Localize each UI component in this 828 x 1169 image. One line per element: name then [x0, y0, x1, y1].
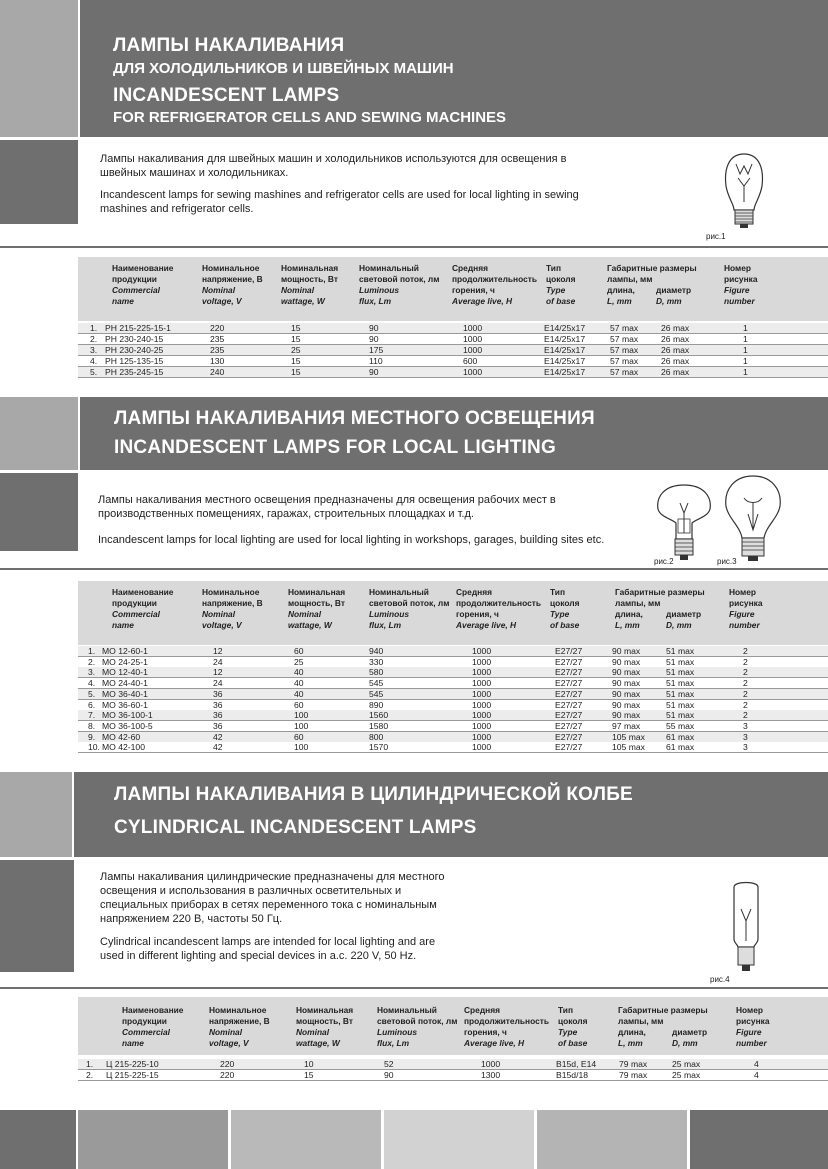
footer-stripe: [78, 1110, 228, 1169]
section1-desc-ru: Лампы накаливания для швейных машин и холодильников используются для освещения в швейных машинах и холодильниках.: [100, 153, 567, 179]
cell-length: 105 max: [612, 742, 645, 753]
cell-flux: 890: [369, 699, 384, 710]
cell-base: E27/27: [555, 688, 583, 699]
cell-wattage: 10: [304, 1059, 314, 1069]
cell-row-number: 1.: [90, 323, 98, 333]
table1-header: [78, 257, 828, 321]
cell-figure: 4: [754, 1070, 759, 1080]
cell-wattage: 15: [304, 1070, 314, 1080]
cell-length: 57 max: [610, 367, 639, 377]
cell-base: E27/27: [555, 731, 583, 742]
cell-life: 1000: [463, 334, 483, 344]
side-block-dark: [0, 140, 78, 224]
th-life: Средняя продолжительность горения, ч Average live, H: [456, 587, 542, 630]
cell-life: 1000: [472, 688, 492, 699]
cell-diameter: 25 max: [672, 1070, 701, 1080]
cell-row-number: 6.: [88, 699, 96, 710]
cell-base: E14/25x17: [544, 367, 586, 377]
table3-header: [78, 997, 828, 1055]
cell-length: 90 max: [612, 688, 641, 699]
cell-diameter: 51 max: [666, 656, 695, 667]
th-figure: Номер рисунка Figure number: [729, 587, 763, 630]
th-base: Тип цоколя Type of base: [546, 263, 576, 306]
cell-figure: 4: [754, 1059, 759, 1069]
cell-base: E14/25x17: [544, 323, 586, 333]
cell-product-name: МО 42-100: [102, 742, 145, 753]
cell-row-number: 7.: [88, 710, 96, 721]
cell-flux: 545: [369, 678, 384, 689]
cell-length: 90 max: [612, 710, 641, 721]
section1-desc-en: Incandescent lamps for sewing mashines and refrigerator cells are used for local lighting in sewing mashines and refrigerator cells.: [100, 189, 579, 215]
th-diameter: диаметр D, mm: [672, 1027, 708, 1048]
cell-base: E27/27: [555, 678, 583, 689]
cell-flux: 175: [369, 345, 384, 355]
cell-voltage: 36: [213, 710, 223, 721]
footer-stripe: [384, 1110, 534, 1169]
cell-voltage: 220: [210, 323, 225, 333]
side-block-dark: [0, 860, 74, 972]
cell-voltage: 24: [213, 678, 223, 689]
cell-wattage: 60: [294, 699, 304, 710]
cell-diameter: 51 max: [666, 678, 695, 689]
lamp-pear-small-icon: [716, 152, 772, 234]
table-row: [78, 710, 828, 721]
cell-flux: 90: [369, 367, 379, 377]
th-flux: Номинальный световой поток, лм Luminous flux, Lm: [359, 263, 440, 306]
cell-flux: 1560: [369, 710, 389, 721]
cell-diameter: 26 max: [661, 345, 690, 355]
cell-life: 1000: [463, 345, 483, 355]
footer-stripe: [0, 1110, 76, 1169]
cell-diameter: 51 max: [666, 710, 695, 721]
cell-life: 1000: [481, 1059, 501, 1069]
cell-life: 1000: [472, 678, 492, 689]
cell-voltage: 12: [213, 646, 223, 656]
cell-flux: 545: [369, 688, 384, 699]
cell-voltage: 130: [210, 356, 225, 366]
figure-caption-3: рис.3: [717, 557, 737, 566]
side-block-light: [0, 397, 78, 470]
cell-figure: 1: [743, 367, 748, 377]
cell-row-number: 4.: [90, 356, 98, 366]
cell-diameter: 55 max: [666, 720, 695, 731]
section2-title-en: INCANDESCENT LAMPS FOR LOCAL LIGHTING: [114, 437, 556, 458]
cell-voltage: 36: [213, 699, 223, 710]
footer-stripe: [537, 1110, 687, 1169]
cell-product-name: Ц 215-225-15: [106, 1070, 159, 1080]
section3-description: [100, 870, 445, 963]
cell-row-number: 2.: [88, 656, 96, 667]
cell-voltage: 42: [213, 742, 223, 753]
cell-diameter: 26 max: [661, 334, 690, 344]
divider: [0, 246, 828, 248]
cell-diameter: 25 max: [672, 1059, 701, 1069]
cell-figure: 2: [743, 710, 748, 721]
cell-length: 90 max: [612, 656, 641, 667]
cell-length: 90 max: [612, 678, 641, 689]
cell-diameter: 51 max: [666, 699, 695, 710]
cell-life: 1000: [472, 731, 492, 742]
th-voltage: Номинальное напряжение, В Nominal voltage, V: [209, 1005, 270, 1048]
cell-figure: 3: [743, 731, 748, 742]
cell-diameter: 51 max: [666, 667, 695, 678]
cell-figure: 2: [743, 646, 748, 656]
cell-voltage: 240: [210, 367, 225, 377]
cell-figure: 3: [743, 720, 748, 731]
cell-base: E14/25x17: [544, 334, 586, 344]
th-base: Тип цоколя Type of base: [550, 587, 580, 630]
cell-flux: 1570: [369, 742, 389, 753]
section3-desc-ru: Лампы накаливания цилиндрические предназначены для местного освещения и использования в различных осветительных и специальных приборах в сетях переменного тока с номинальным напряжением 220 В, частоты 50 Гц.: [100, 871, 445, 925]
section2-description: [98, 493, 618, 547]
cell-base: E14/25x17: [544, 345, 586, 355]
cell-flux: 90: [369, 334, 379, 344]
cell-diameter: 61 max: [666, 731, 695, 742]
cell-wattage: 40: [294, 688, 304, 699]
cell-voltage: 36: [213, 688, 223, 699]
cell-length: 79 max: [619, 1059, 648, 1069]
figure-caption-2: рис.2: [654, 557, 674, 566]
side-block-light: [0, 0, 78, 137]
cell-flux: 52: [384, 1059, 394, 1069]
lamp-cylindrical-icon: [728, 879, 764, 975]
cell-row-number: 4.: [88, 678, 96, 689]
cell-flux: 800: [369, 731, 384, 742]
cell-wattage: 40: [294, 678, 304, 689]
cell-flux: 1580: [369, 720, 389, 731]
cell-base: E27/27: [555, 742, 583, 753]
cell-life: 1000: [472, 667, 492, 678]
cell-length: 90 max: [612, 646, 641, 656]
cell-figure: 2: [743, 699, 748, 710]
section1-title-en: INCANDESCENT LAMPS: [113, 85, 340, 106]
th-power: Номинальная мощность, Вт Nominal wattage, W: [288, 587, 346, 630]
cell-row-number: 3.: [88, 667, 96, 678]
cell-base: E14/25x17: [544, 356, 586, 366]
cell-base: E27/27: [555, 667, 583, 678]
cell-product-name: РН 230-240-25: [105, 345, 164, 355]
cell-life: 1000: [472, 742, 492, 753]
table-row: [78, 678, 828, 689]
cell-figure: 2: [743, 667, 748, 678]
th-life: Средняя продолжительность горения, ч Average live, H: [452, 263, 538, 306]
cell-length: 57 max: [610, 334, 639, 344]
cell-life: 1000: [472, 656, 492, 667]
cell-figure: 1: [743, 334, 748, 344]
cell-diameter: 51 max: [666, 688, 695, 699]
section3-desc-en: Cylindrical incandescent lamps are intended for local lighting and are used in different lighting and special devices in a.c. 220 V, 50 Hz.: [100, 936, 436, 962]
cell-wattage: 15: [291, 323, 301, 333]
th-figure: Номер рисунка Figure number: [736, 1005, 770, 1048]
table-row: [78, 345, 828, 356]
table-row: [78, 689, 828, 700]
cell-figure: 2: [743, 678, 748, 689]
cell-product-name: МО 36-100-5: [102, 720, 153, 731]
cell-flux: 90: [384, 1070, 394, 1080]
cell-length: 57 max: [610, 345, 639, 355]
th-life: Средняя продолжительность горения, ч Average live, H: [464, 1005, 550, 1048]
table-row: [78, 646, 828, 657]
side-block-dark: [0, 473, 78, 551]
cell-product-name: РН 230-240-15: [105, 334, 164, 344]
th-diameter: диаметр D, mm: [656, 285, 692, 306]
cell-life: 1000: [472, 710, 492, 721]
cell-row-number: 5.: [90, 367, 98, 377]
th-name: Наименование продукции Commercial name: [112, 587, 174, 630]
cell-row-number: 10.: [88, 742, 100, 753]
cell-wattage: 40: [294, 667, 304, 678]
cell-product-name: РН 125-135-15: [105, 356, 164, 366]
cell-length: 57 max: [610, 356, 639, 366]
table-row: [78, 667, 828, 678]
cell-base: B15d/18: [556, 1070, 589, 1080]
cell-wattage: 25: [291, 345, 301, 355]
th-flux: Номинальный световой поток, лм Luminous flux, Lm: [369, 587, 450, 630]
section2-desc-ru: Лампы накаливания местного освещения предназначены для освещения рабочих мест в производственных помещениях, гаражах, строительных площадках и т.д.: [98, 494, 556, 520]
cell-flux: 90: [369, 323, 379, 333]
cell-figure: 1: [743, 323, 748, 333]
table-row: [78, 657, 828, 668]
cell-figure: 2: [743, 656, 748, 667]
cell-base: E27/27: [555, 656, 583, 667]
cell-length: 90 max: [612, 667, 641, 678]
section2-title-ru: ЛАМПЫ НАКАЛИВАНИЯ МЕСТНОГО ОСВЕЩЕНИЯ: [114, 408, 595, 429]
th-voltage: Номинальное напряжение, В Nominal voltage, V: [202, 587, 263, 630]
cell-figure: 1: [743, 345, 748, 355]
cell-diameter: 61 max: [666, 742, 695, 753]
th-diameter: диаметр D, mm: [666, 609, 702, 630]
cell-figure: 3: [743, 742, 748, 753]
table-row: [78, 334, 828, 345]
table2-header: [78, 581, 828, 645]
cell-wattage: 15: [291, 356, 301, 366]
cell-diameter: 26 max: [661, 323, 690, 333]
cell-product-name: МО 36-40-1: [102, 688, 148, 699]
cell-life: 1000: [472, 720, 492, 731]
cell-row-number: 9.: [88, 731, 96, 742]
cell-base: E27/27: [555, 699, 583, 710]
section1-subtitle-ru: ДЛЯ ХОЛОДИЛЬНИКОВ И ШВЕЙНЫХ МАШИН: [113, 60, 454, 77]
figure-caption-1: рис.1: [706, 232, 726, 241]
cell-life: 1000: [463, 323, 483, 333]
cell-row-number: 8.: [88, 720, 96, 731]
cell-wattage: 100: [294, 710, 309, 721]
cell-voltage: 12: [213, 667, 223, 678]
cell-voltage: 220: [220, 1059, 235, 1069]
cell-voltage: 235: [210, 334, 225, 344]
divider: [0, 568, 828, 570]
cell-life: 1000: [463, 367, 483, 377]
cell-wattage: 15: [291, 367, 301, 377]
cell-figure: 2: [743, 688, 748, 699]
figure-caption-4: рис.4: [710, 975, 730, 984]
section3-title-en: CYLINDRICAL INCANDESCENT LAMPS: [114, 817, 477, 838]
cell-voltage: 36: [213, 720, 223, 731]
table-row: [78, 742, 828, 753]
cell-wattage: 15: [291, 334, 301, 344]
cell-row-number: 1.: [88, 646, 96, 656]
th-dims: Габаритные размеры лампы, мм длина, L, mm: [607, 263, 697, 306]
section2-desc-en: Incandescent lamps for local lighting are used for local lighting in workshops, garages, building sites etc.: [98, 534, 605, 546]
cell-figure: 1: [743, 356, 748, 366]
th-power: Номинальная мощность, Вт Nominal wattage, W: [281, 263, 339, 306]
th-figure: Номер рисунка Figure number: [724, 263, 758, 306]
cell-wattage: 60: [294, 731, 304, 742]
th-dims: Габаритные размеры лампы, мм длина, L, mm: [618, 1005, 708, 1048]
cell-length: 97 max: [612, 720, 641, 731]
table-row: [78, 1070, 828, 1081]
cell-voltage: 220: [220, 1070, 235, 1080]
cell-flux: 580: [369, 667, 384, 678]
cell-row-number: 5.: [88, 688, 96, 699]
th-name: Наименование продукции Commercial name: [112, 263, 174, 306]
lamp-mushroom-icon: [654, 483, 714, 565]
section1-subtitle-en: FOR REFRIGERATOR CELLS AND SEWING MACHINES: [113, 109, 507, 126]
cell-voltage: 235: [210, 345, 225, 355]
th-flux: Номинальный световой поток, лм Luminous flux, Lm: [377, 1005, 458, 1048]
table-row: [78, 732, 828, 743]
cell-flux: 330: [369, 656, 384, 667]
th-base: Тип цоколя Type of base: [558, 1005, 588, 1048]
cell-life: 1000: [472, 699, 492, 710]
cell-product-name: МО 42-60: [102, 731, 141, 742]
cell-product-name: РН 215-225-15-1: [105, 323, 171, 333]
lamp-pear-large-icon: [722, 474, 784, 566]
cell-product-name: МО 12-60-1: [102, 646, 148, 656]
cell-wattage: 100: [294, 720, 309, 731]
cell-life: 1000: [472, 646, 492, 656]
th-power: Номинальная мощность, Вт Nominal wattage, W: [296, 1005, 354, 1048]
cell-flux: 940: [369, 646, 384, 656]
th-name: Наименование продукции Commercial name: [122, 1005, 184, 1048]
table-row: [78, 367, 828, 378]
section3-title-ru: ЛАМПЫ НАКАЛИВАНИЯ В ЦИЛИНДРИЧЕСКОЙ КОЛБЕ: [114, 784, 633, 805]
cell-row-number: 2.: [90, 334, 98, 344]
th-voltage: Номинальное напряжение, В Nominal voltage, V: [202, 263, 263, 306]
cell-wattage: 100: [294, 742, 309, 753]
cell-product-name: МО 12-40-1: [102, 667, 148, 678]
cell-row-number: 3.: [90, 345, 98, 355]
cell-row-number: 1.: [86, 1059, 94, 1069]
table-row: [78, 323, 828, 334]
cell-life: 1300: [481, 1070, 501, 1080]
table-row: [78, 700, 828, 711]
side-block-light: [0, 772, 72, 857]
cell-flux: 110: [369, 356, 383, 366]
footer-stripe: [231, 1110, 381, 1169]
cell-base: E27/27: [555, 720, 583, 731]
cell-diameter: 26 max: [661, 356, 690, 366]
cell-product-name: РН 235-245-15: [105, 367, 164, 377]
cell-voltage: 24: [213, 656, 223, 667]
cell-product-name: МО 24-40-1: [102, 678, 148, 689]
cell-wattage: 25: [294, 656, 304, 667]
section1-description: [100, 152, 600, 216]
cell-product-name: МО 36-60-1: [102, 699, 148, 710]
cell-life: 600: [463, 356, 478, 366]
cell-product-name: МО 24-25-1: [102, 656, 148, 667]
cell-product-name: Ц 215-225-10: [106, 1059, 159, 1069]
cell-base: B15d, E14: [556, 1059, 597, 1069]
cell-base: E27/27: [555, 646, 583, 656]
cell-wattage: 60: [294, 646, 304, 656]
cell-row-number: 2.: [86, 1070, 94, 1080]
table-row: [78, 1059, 828, 1070]
section1-title-ru: ЛАМПЫ НАКАЛИВАНИЯ: [113, 35, 345, 56]
cell-length: 57 max: [610, 323, 639, 333]
divider: [0, 987, 828, 989]
table-row: [78, 721, 828, 732]
cell-product-name: МО 36-100-1: [102, 710, 153, 721]
cell-voltage: 42: [213, 731, 223, 742]
cell-length: 79 max: [619, 1070, 648, 1080]
footer-stripe: [690, 1110, 828, 1169]
cell-length: 90 max: [612, 699, 641, 710]
cell-diameter: 26 max: [661, 367, 690, 377]
cell-base: E27/27: [555, 710, 583, 721]
cell-length: 105 max: [612, 731, 645, 742]
table-row: [78, 356, 828, 367]
th-dims: Габаритные размеры лампы, мм длина, L, mm: [615, 587, 705, 630]
cell-diameter: 51 max: [666, 646, 695, 656]
